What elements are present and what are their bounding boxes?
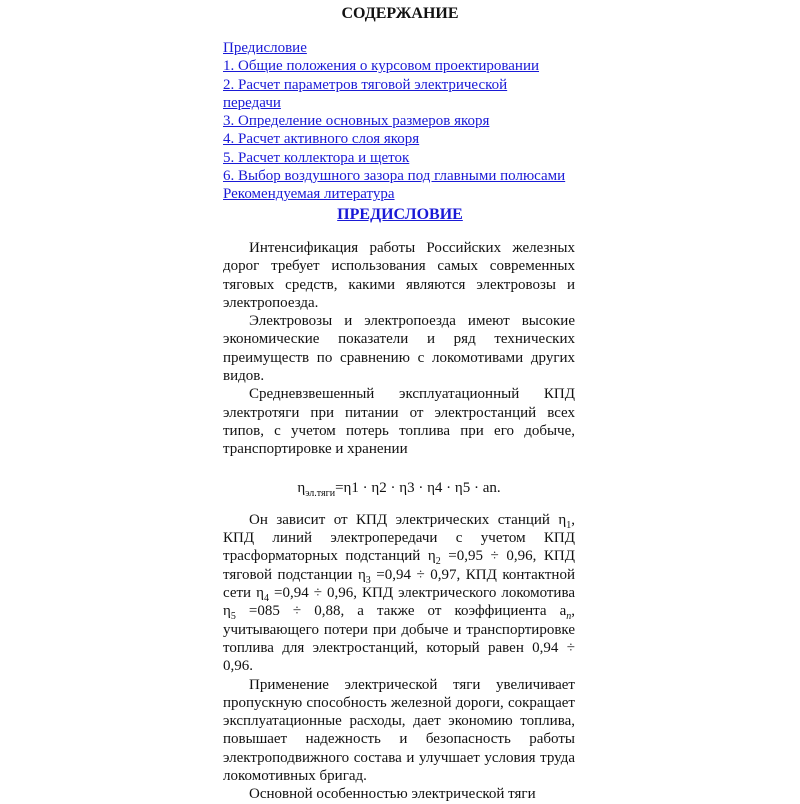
- section-title: [0, 206, 800, 224]
- toc-link-4[interactable]: 4. Расчет активного слоя якоря: [223, 131, 420, 148]
- paragraph: Средневзвешенный эксплуатационный КПД электротяги при питании от электростанций всех типов, с учетом потерь топлива при его добыче, транспортировке и хранении: [223, 386, 575, 458]
- toc-link-1[interactable]: 1. Общие положения о курсовом проектировании: [223, 58, 540, 75]
- efficiency-formula: $\eta_{эл.тяги}=\eta 1 \cdot \eta 2 \cdot \eta 3 \cdot \eta 4 \cdot \eta 5$ · an.: [297, 479, 501, 499]
- toc-link-5[interactable]: 5. Расчет коллектора и щеток: [223, 149, 410, 166]
- paragraph: Интенсификация работы Российских железных дорог требует использования самых современных тяговых средств, какими являются электровозы и электропоезда.: [223, 240, 575, 311]
- toc-link-preface[interactable]: Предисловие: [223, 40, 307, 56]
- paragraph: Электровозы и электропоезда имеют высокие экономические показатели и ряд технических преимуществ по сравнению с локомотивами других видов.: [223, 313, 575, 385]
- paragraph: Применение электрической тяги увеличивает пропускную способность железной дороги, сокращает эксплуатационные расходы, дает экономию топлива, повышает надежность и безопасность работы электроподвижного состава и улучшает условия труда локомотивных бригад.: [223, 676, 575, 785]
- preface-anchor-link[interactable]: ПРЕДИСЛОВИЕ: [337, 206, 463, 223]
- paragraph: Он зависит от КПД электрических станций $\eta_1$, КПД линий электропередачи с учетом КПД трасформаторных подстанций $\eta_2 =0,95 \div 0,96$, КПД тяговой подстанции $\eta_3 =0,94 \div 0,97$, КПД контактной сети $\eta_4 =0,94 \div 0,96$, КПД электрического локомотива $\eta_5 =085 \div 0,88$, а также от коэффициента $a_n$, учитывающего потери при добыче и транспортировке топлива для электростанций, который равен 0,94 ÷ 0,96.: [223, 511, 576, 675]
- contents-title: СОДЕРЖАНИЕ: [341, 5, 459, 22]
- toc-link-6[interactable]: 6. Выбор воздушного зазора под главными полюсами: [223, 168, 566, 185]
- toc-link-references[interactable]: Рекомендуемая литература: [223, 186, 395, 203]
- toc-link-3[interactable]: 3. Определение основных размеров якоря: [223, 113, 490, 130]
- paragraph: Основной особенностью электрической тяги: [249, 786, 536, 803]
- table-of-contents: [223, 39, 575, 204]
- toc-link-2[interactable]: 2. Расчет параметров тяговой электрической передачи: [223, 76, 508, 111]
- preface-body: [223, 239, 575, 804]
